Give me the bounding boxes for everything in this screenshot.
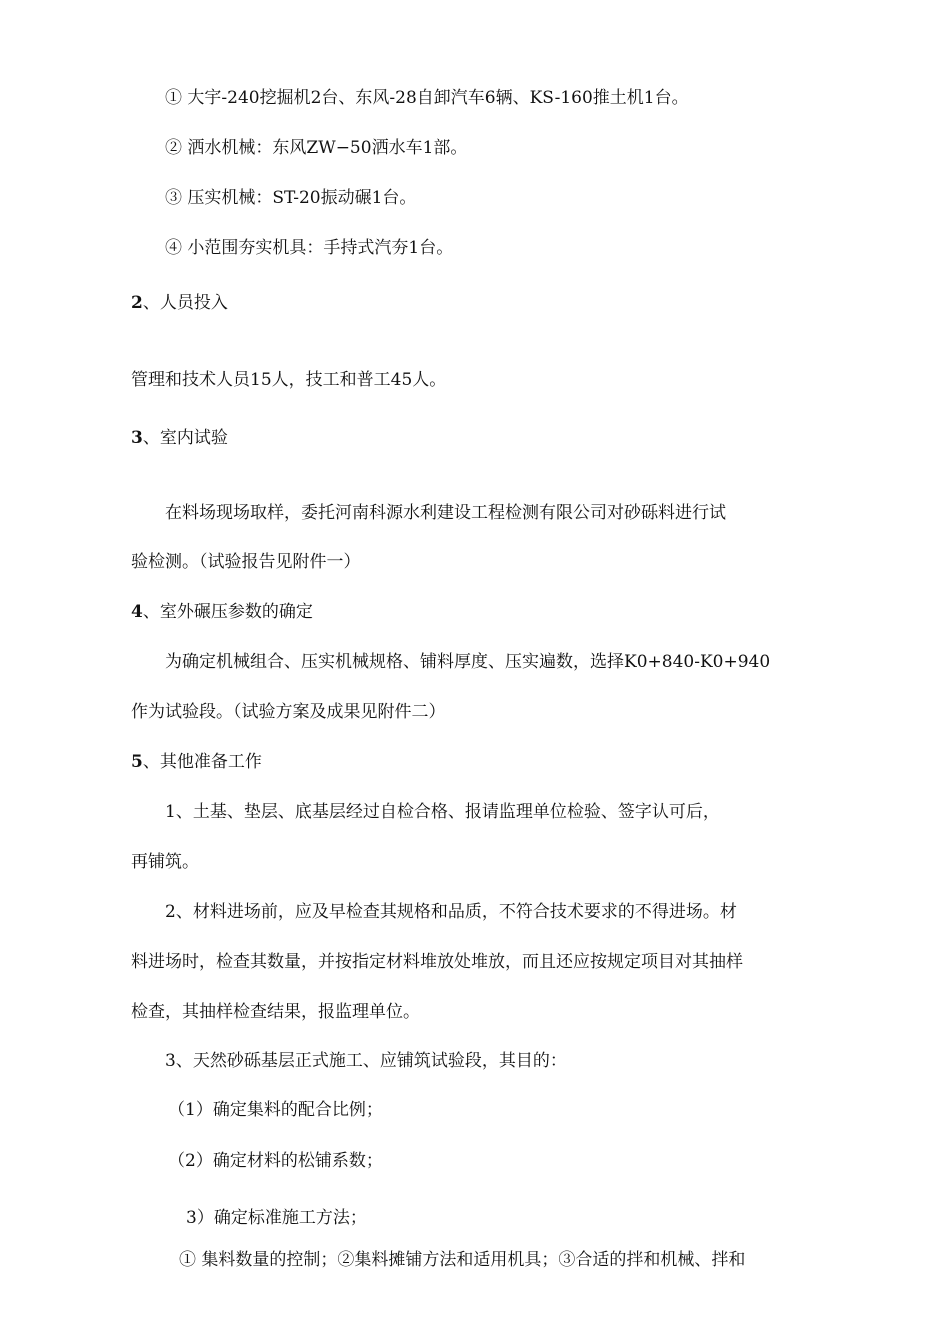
section-2-body: 管理和技术人员15人，技工和普工45人。 (131, 370, 447, 390)
section-4-body-line-2: 作为试验段。（试验方案及成果见附件二） (131, 702, 446, 722)
section-4-number: 4 (131, 602, 143, 622)
section-5-sub-1: （1）确定集料的配合比例； (168, 1100, 383, 1120)
equipment-item-3: ③ 压实机械：ST-20振动碾1台。 (165, 188, 417, 208)
section-2-heading (131, 292, 228, 314)
section-5-sub-3-detail: ① 集料数量的控制；②集料摊铺方法和适用机具；③合适的拌和机械、拌和 (179, 1250, 746, 1270)
section-2-number: 2 (131, 293, 143, 313)
section-5-item-2-line-2: 料进场时，检查其数量，并按指定材料堆放处堆放，而且还应按规定项目对其抽样 (131, 952, 743, 972)
section-3-title: 、室内试验 (142, 428, 228, 448)
section-5-item-1-line-2: 再铺筑。 (131, 852, 199, 872)
equipment-item-1: ① 大宇-240挖掘机2台、东风-28自卸汽车6辆、KS-160推土机1台。 (165, 88, 689, 108)
section-5-sub-2: （2）确定材料的松铺系数； (168, 1151, 383, 1171)
section-5-item-1-line-1: 1、土基、垫层、底基层经过自检合格、报请监理单位检验、签字认可后， (165, 802, 720, 822)
section-3-body-line-1: 在料场现场取样，委托河南科源水利建设工程检测有限公司对砂砾料进行试 (165, 503, 726, 523)
section-5-number: 5 (131, 752, 143, 772)
section-5-title: 、其他准备工作 (142, 752, 262, 772)
section-3-body-line-2: 验检测。（试验报告见附件一） (131, 552, 361, 572)
equipment-item-4: ④ 小范围夯实机具：手持式汽夯1台。 (165, 238, 454, 258)
section-5-item-3: 3、天然砂砾基层正式施工、应铺筑试验段，其目的： (165, 1051, 567, 1071)
section-5-heading (131, 751, 262, 773)
section-3-heading (131, 427, 228, 449)
section-5-item-2-line-1: 2、材料进场前，应及早检查其规格和品质，不符合技术要求的不得进场。材 (165, 902, 737, 922)
section-4-heading (131, 601, 313, 623)
section-2-title: 、人员投入 (142, 293, 228, 313)
section-4-title: 、室外碾压参数的确定 (142, 602, 313, 622)
section-4-body-line-1: 为确定机械组合、压实机械规格、铺料厚度、压实遍数，选择K0+840-K0+940 (165, 652, 771, 672)
section-5-item-2-line-3: 检查，其抽样检查结果，报监理单位。 (131, 1002, 420, 1022)
equipment-item-2: ② 洒水机械：东风ZW−50洒水车1部。 (165, 138, 468, 158)
section-3-number: 3 (131, 428, 143, 448)
section-5-sub-3: 3）确定标准施工方法； (186, 1208, 367, 1228)
